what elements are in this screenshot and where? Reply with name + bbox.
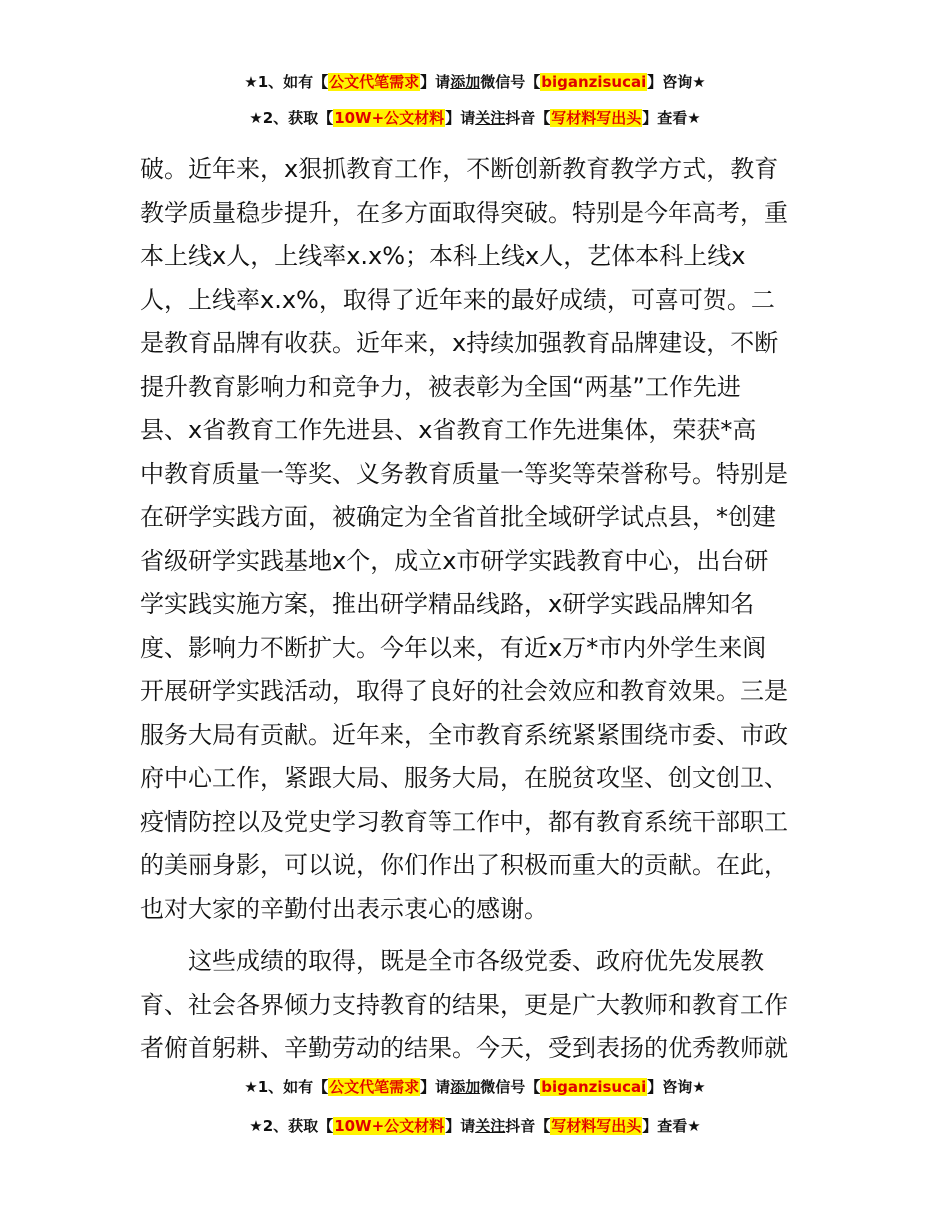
- banner-text: 】咨询★: [647, 1078, 706, 1096]
- banner-highlight: 公文代笔需求: [329, 73, 420, 91]
- text-line: 中教育质量一等奖、义务教育质量一等奖等荣誉称号。特别是: [140, 459, 788, 488]
- paragraph-spacer: [140, 931, 812, 940]
- banner-text: ★2、获取【: [249, 1117, 334, 1135]
- text-line: 者俯首躬耕、辛勤劳动的结果。今天，受到表扬的优秀教师就: [140, 1034, 788, 1062]
- banner-text: 】请: [420, 1078, 451, 1096]
- banner-text: ★1、如有【: [244, 1078, 329, 1096]
- text-line: 疫情防控以及党史学习教育等工作中，都有教育系统干部职工: [140, 807, 788, 836]
- banner-underlined-text: 添加: [450, 73, 481, 91]
- banner-text: 】请: [445, 1117, 476, 1135]
- banner-text: 】查看★: [642, 109, 701, 127]
- banner-text: 】咨询★: [647, 73, 706, 91]
- banner-text: 】请: [445, 109, 476, 127]
- text-line: 教学质量稳步提升，在多方面取得突破。特别是今年高考，重: [140, 198, 788, 227]
- banner-text: ★1、如有【: [244, 73, 329, 91]
- text-line: 度、影响力不断扩大。今年以来，有近x万*市内外学生来阆: [140, 633, 767, 662]
- header-banner-line-1: [0, 70, 950, 94]
- banner-highlight-wechat-id: biganzisucai: [541, 73, 647, 91]
- text-line: 提升教育影响力和竞争力，被表彰为全国“两基”工作先进: [140, 372, 741, 401]
- banner-underlined-text: 关注: [475, 109, 506, 127]
- banner-highlight-wechat-id: biganzisucai: [541, 1078, 647, 1096]
- text-line: 县、x省教育工作先进县、x省教育工作先进集体，荣获*高: [140, 416, 757, 444]
- banner-text: 抖音【: [505, 1117, 551, 1135]
- text-line: 开展研学实践活动，取得了良好的社会效应和教育效果。三是: [140, 677, 788, 705]
- paragraph: [140, 940, 812, 1071]
- banner-text: ★2、获取【: [249, 109, 334, 127]
- header-banner-line-2: [0, 106, 950, 130]
- banner-text: 】查看★: [642, 1117, 701, 1135]
- paragraph: [140, 148, 812, 931]
- banner-text: 】请: [420, 73, 451, 91]
- banner-highlight-douyin: 写材料写出头: [551, 109, 642, 127]
- text-line: 省级研学实践基地x个，成立x市研学实践教育中心，出台研: [140, 546, 769, 575]
- banner-highlight-douyin: 写材料写出头: [551, 1117, 642, 1135]
- banner-text: 微信号【: [480, 73, 541, 91]
- banner-underlined-text: 添加: [450, 1078, 481, 1096]
- text-line: 的美丽身影，可以说，你们作出了积极而重大的贡献。在此，: [140, 851, 788, 879]
- text-line: 是教育品牌有收获。近年来，x持续加强教育品牌建设，不断: [140, 329, 779, 357]
- banner-text: 微信号【: [480, 1078, 541, 1096]
- text-line: 府中心工作，紧跟大局、服务大局，在脱贫攻坚、创文创卫、: [140, 764, 788, 792]
- banner-highlight: 10W+公文材料: [334, 1117, 445, 1135]
- text-line: 破。近年来，x狠抓教育工作，不断创新教育教学方式，教育: [140, 155, 779, 183]
- text-line: 这些成绩的取得，既是全市各级党委、政府优先发展教: [140, 947, 764, 975]
- text-line: 育、社会各界倾力支持教育的结果，更是广大教师和教育工作: [140, 990, 788, 1019]
- text-line: 服务大局有贡献。近年来，全市教育系统紧紧围绕市委、市政: [140, 720, 788, 749]
- footer-banner-line-2: [0, 1114, 950, 1138]
- text-line: 也对大家的辛勤付出表示衷心的感谢。: [140, 894, 548, 923]
- banner-underlined-text: 关注: [475, 1117, 506, 1135]
- banner-highlight: 公文代笔需求: [329, 1078, 420, 1096]
- banner-highlight: 10W+公文材料: [334, 109, 445, 127]
- text-line: 在研学实践方面，被确定为全省首批全域研学试点县，*创建: [140, 503, 776, 531]
- banner-text: 抖音【: [505, 109, 551, 127]
- text-line: 人，上线率x.x%，取得了近年来的最好成绩，可喜可贺。二: [140, 285, 775, 314]
- document-body: [140, 148, 812, 1071]
- text-line: 学实践实施方案，推出研学精品线路，x研学实践品牌知名: [140, 590, 755, 618]
- text-line: 本上线x人，上线率x.x%；本科上线x人，艺体本科上线x: [140, 242, 746, 270]
- footer-banner-line-1: [0, 1075, 950, 1099]
